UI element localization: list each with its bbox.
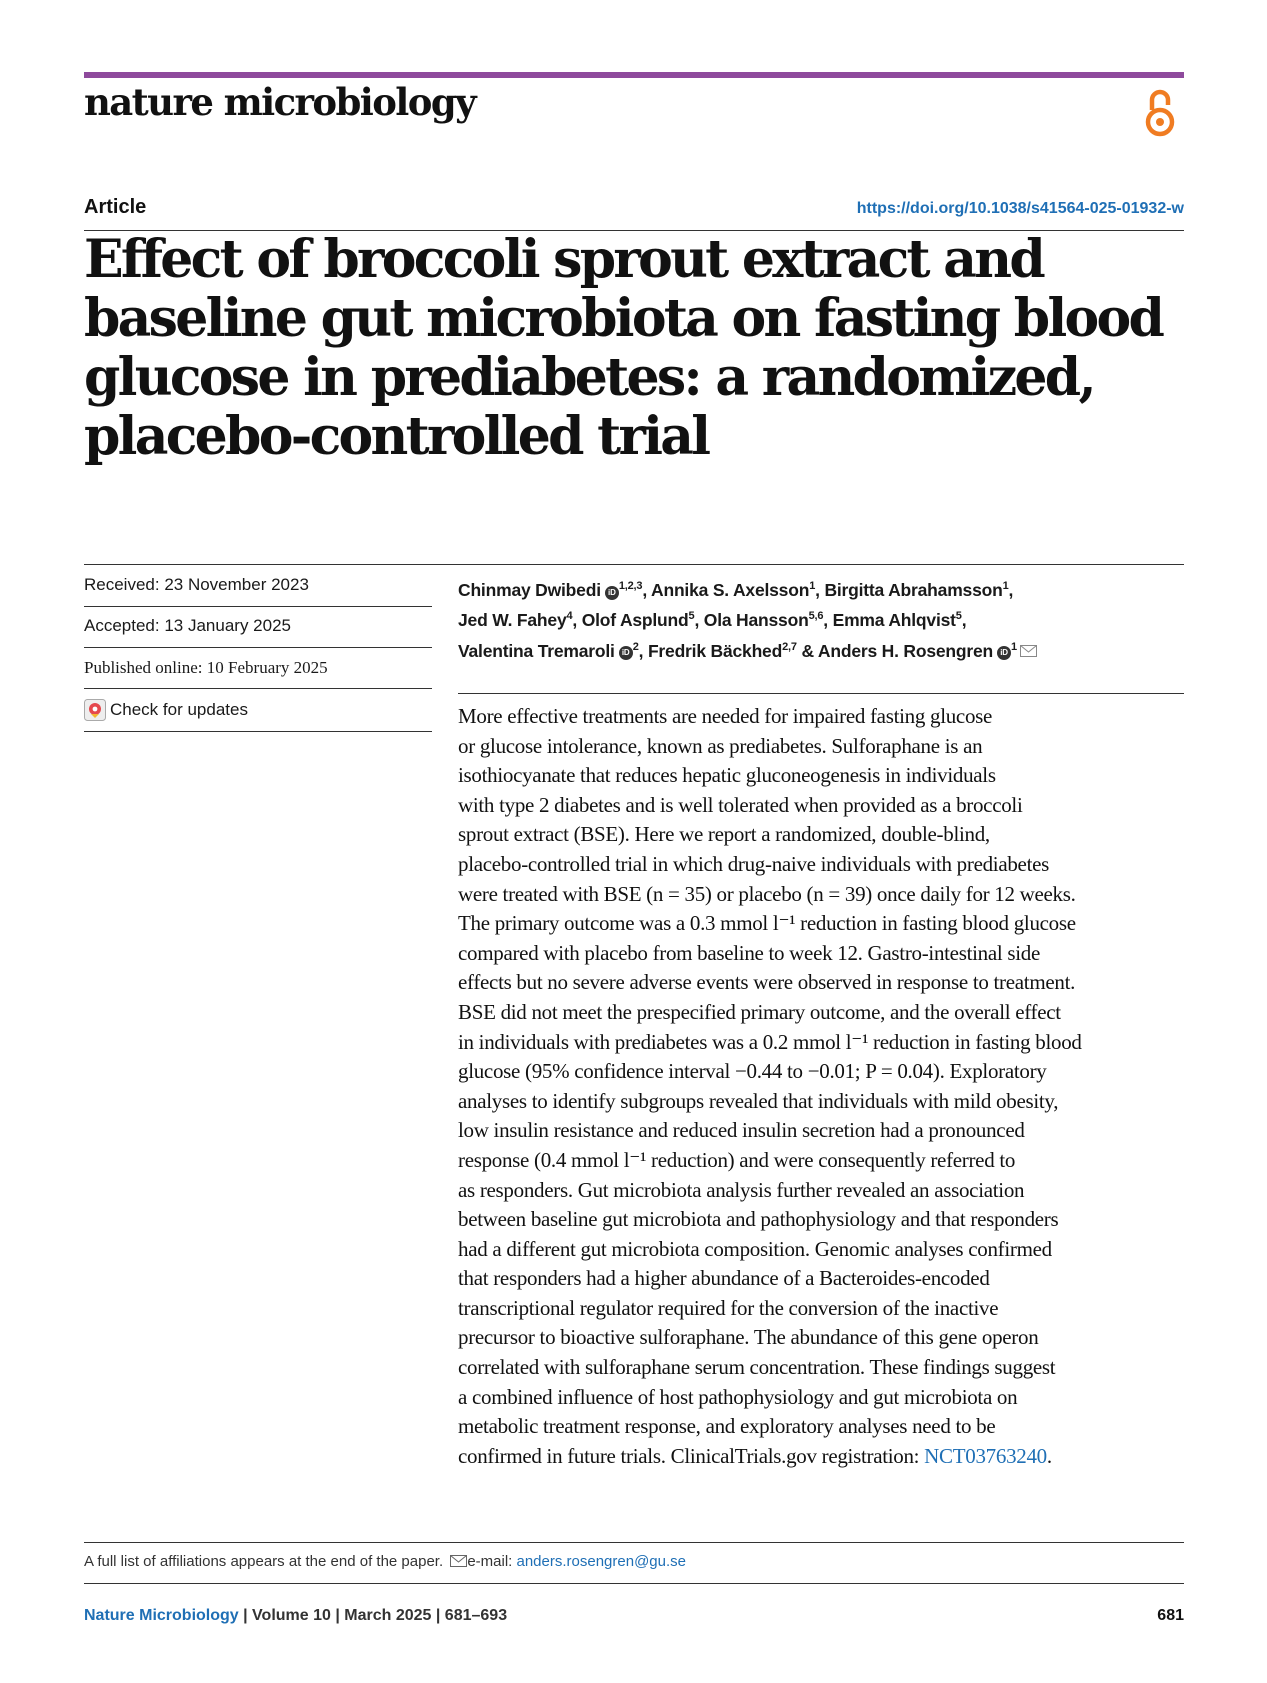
orcid-icon[interactable]: iD <box>619 646 633 660</box>
affiliations-footnote <box>84 1553 686 1570</box>
divider <box>84 564 1184 565</box>
abstract-line: as responders. Gut microbiota analysis further revealed an association <box>458 1177 1025 1202</box>
journal-top-bar <box>84 72 1184 78</box>
abstract-line: a combined influence of host pathophysiology and gut microbiota on <box>458 1384 1018 1409</box>
email-label: e-mail: <box>467 1553 517 1570</box>
abstract-line: with type 2 diabetes and is well tolerated when provided as a broccoli <box>458 792 1023 817</box>
abstract-line: transcriptional regulator required for the conversion of the inactive <box>458 1295 999 1320</box>
author-list <box>458 573 1178 664</box>
author-name[interactable]: Valentina Tremaroli <box>458 640 615 661</box>
abstract-line: The primary outcome was a 0.3 mmol l⁻¹ reduction in fasting blood glucose <box>458 911 1076 936</box>
abstract-line: analyses to identify subgroups revealed that individuals with mild obesity, <box>458 1088 1059 1113</box>
affiliation-superscript: 5 <box>688 610 695 623</box>
author-separator: , <box>638 640 648 661</box>
published-date: Published online: 10 February 2025 <box>84 658 328 677</box>
page-number: 681 <box>1157 1607 1184 1624</box>
affiliation-superscript: 1,2,3 <box>618 580 643 592</box>
affiliation-superscript: 5 <box>955 610 962 623</box>
check-for-updates-button[interactable] <box>84 699 248 721</box>
abstract-line: compared with placebo from baseline to week 12. Gastro-intestinal side <box>458 940 1040 965</box>
abstract-line: isothiocyanate that reduces hepatic gluconeogenesis in individuals <box>458 763 996 788</box>
affiliation-superscript: 5,6 <box>808 610 824 623</box>
abstract-line: had a different gut microbiota composition. Genomic analyses confirmed <box>458 1236 1052 1261</box>
author-separator: , <box>815 579 825 600</box>
author-separator: , <box>572 610 582 631</box>
abstract-line: precursor to bioactive sulforaphane. The abundance of this gene operon <box>458 1325 1039 1350</box>
author-name[interactable]: Chinmay Dwibedi <box>458 579 601 600</box>
author-name[interactable]: Anders H. Rosengren <box>817 640 994 661</box>
abstract-line <box>458 1442 1193 1472</box>
abstract-line: metabolic treatment response, and exploratory analyses need to be <box>458 1414 996 1439</box>
author-name[interactable]: Emma Ahlqvist <box>832 610 956 631</box>
abstract <box>458 702 1193 1471</box>
page-footer <box>84 1607 507 1625</box>
abstract-line: were treated with BSE (n = 35) or placebo (n = 39) once daily for 12 weeks. <box>458 881 1076 906</box>
abstract-line: that responders had a higher abundance of a Bacteroides-encoded <box>458 1266 990 1291</box>
affiliation-superscript: 1 <box>1002 580 1009 592</box>
doi-link[interactable]: https://doi.org/10.1038/s41564-025-01932-w <box>856 200 1184 217</box>
divider <box>84 1583 1184 1584</box>
affiliation-superscript: 2,7 <box>782 640 797 653</box>
abstract-line: or glucose intolerance, known as prediabetes. Sulforaphane is an <box>458 733 983 758</box>
author-separator: , <box>961 610 967 631</box>
author-separator: , <box>694 610 704 631</box>
author-name[interactable]: Birgitta Abrahamsson <box>824 579 1003 600</box>
divider <box>84 1542 1184 1543</box>
clinical-trial-link[interactable]: NCT03763240 <box>924 1443 1047 1468</box>
divider <box>84 606 432 607</box>
abstract-line: correlated with sulforaphane serum concentration. These findings suggest <box>458 1355 1056 1380</box>
footer-journal-name: Nature Microbiology <box>84 1607 239 1624</box>
footnote-text: A full list of affiliations appears at the end of the paper. <box>84 1553 444 1570</box>
email-icon[interactable] <box>1020 645 1037 657</box>
author-separator: , <box>642 579 652 600</box>
abstract-line: More effective treatments are needed for impaired fasting glucose <box>458 704 993 728</box>
divider <box>84 688 432 689</box>
received-date: Received: 23 November 2023 <box>84 575 309 594</box>
open-access-icon <box>1140 86 1180 138</box>
journal-logo[interactable]: nature microbiology <box>84 80 475 124</box>
abstract-line: glucose (95% confidence interval −0.44 to −0.01; P = 0.04). Exploratory <box>458 1059 1047 1084</box>
divider <box>84 731 432 732</box>
abstract-line: between baseline gut microbiota and pathophysiology and that responders <box>458 1207 1059 1232</box>
abstract-line: effects but no severe adverse events were observed in response to treatment. <box>458 970 1076 995</box>
article-title: Effect of broccoli sprout extract and baseline gut microbiota on fasting blood glucose in prediabetes: a randomized, placebo-controlled trial <box>84 229 1163 467</box>
abstract-line: response (0.4 mmol l⁻¹ reduction) and were consequently referred to <box>458 1147 1016 1172</box>
affiliation-superscript: 1 <box>1011 640 1017 653</box>
email-icon <box>450 1555 467 1567</box>
author-name[interactable]: Olof Asplund <box>581 610 689 631</box>
abstract-line: in individuals with prediabetes was a 0.2 mmol l⁻¹ reduction in fasting blood <box>458 1029 1082 1054</box>
affiliation-superscript: 1 <box>809 580 816 592</box>
author-name[interactable]: Ola Hansson <box>703 610 809 631</box>
divider <box>84 647 432 648</box>
divider <box>458 693 1184 694</box>
affiliation-superscript: 2 <box>632 640 639 653</box>
abstract-line: sprout extract (BSE). Here we report a randomized, double-blind, <box>458 822 990 847</box>
abstract-line: BSE did not meet the prespecified primary outcome, and the overall effect <box>458 999 1061 1024</box>
corresponding-email-link[interactable]: anders.rosengren@gu.se <box>516 1553 686 1570</box>
accepted-date: Accepted: 13 January 2025 <box>84 616 291 635</box>
author-name[interactable]: Annika S. Axelsson <box>651 579 810 600</box>
author-separator: , <box>1008 579 1014 600</box>
author-separator: , <box>823 610 833 631</box>
check-updates-icon <box>84 699 106 721</box>
abstract-line: low insulin resistance and reduced insulin secretion had a pronounced <box>458 1118 1025 1143</box>
footer-issue: | Volume 10 | March 2025 | 681–693 <box>238 1607 508 1624</box>
abstract-line: placebo-controlled trial in which drug-naive individuals with prediabetes <box>458 851 1049 876</box>
author-name[interactable]: Fredrik Bäckhed <box>647 640 783 661</box>
check-updates-label: Check for updates <box>110 700 248 719</box>
author-name[interactable]: Jed W. Fahey <box>458 610 567 631</box>
abstract-line-end: . <box>1046 1443 1052 1468</box>
author-separator: & <box>796 640 818 661</box>
abstract-line-text: confirmed in future trials. ClinicalTrials.gov registration: <box>458 1443 925 1468</box>
affiliation-superscript: 4 <box>566 610 573 623</box>
orcid-icon[interactable]: iD <box>605 586 619 600</box>
article-type: Article <box>84 196 147 218</box>
orcid-icon[interactable]: iD <box>997 646 1011 660</box>
